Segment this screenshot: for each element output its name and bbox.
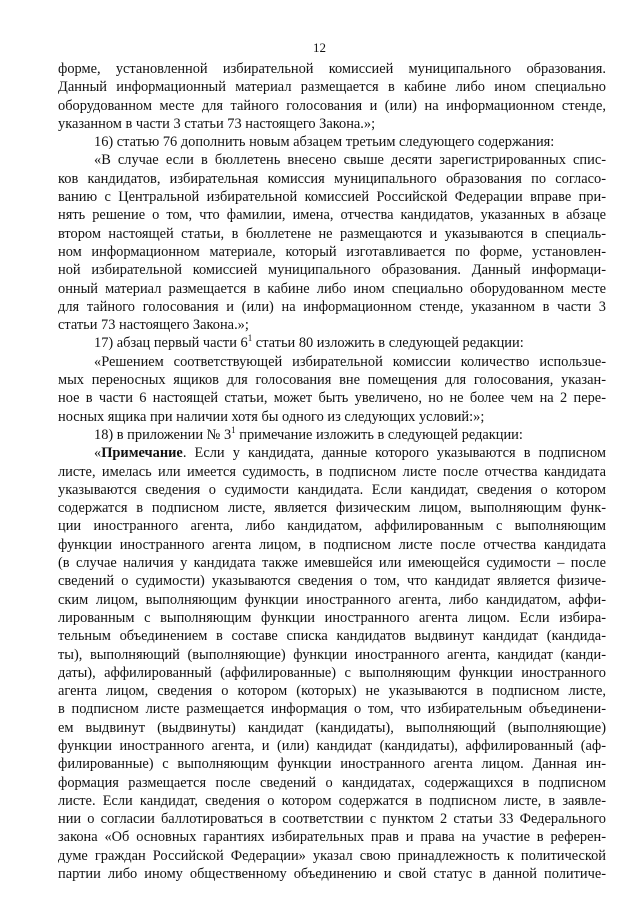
text-line: сведений о судимости) указываются сведения о том, что кандидат является физиче- bbox=[58, 573, 606, 590]
text-line: закона «Об основных гарантиях избирательных прав и права на участие в референ- bbox=[58, 829, 606, 846]
text-line: думе граждан Российской Федерации» указал свою принадлежность к политической bbox=[58, 847, 606, 864]
text-line: для тайного голосования и (или) на информационном стенде, указанном в части 3 bbox=[58, 298, 606, 315]
text-line: лированным с выполняющим функции иностранного агента лицом. Если избира- bbox=[58, 609, 606, 626]
item-16-heading: 16) статью 76 дополнить новым абзацем третьим следующего содержания: bbox=[94, 134, 555, 151]
text-line: нять решение о том, что фамилии, имена, отчества кандидатов, указанных в абзаце bbox=[58, 207, 606, 224]
text-line: ной избирательной комиссией муниципального образования. Данный информаци- bbox=[58, 262, 606, 279]
text-line: содержатся в подписном листе, является физическим лицом, выполняющим функ- bbox=[58, 500, 606, 517]
text-line: оборудованном месте для тайного голосования и (или) на информационном стенде, bbox=[58, 97, 606, 114]
item-17-text-end: статьи 80 изложить в следующей редакции: bbox=[252, 335, 524, 352]
note-text: . Если у кандидата, данные которого указываются в подписном bbox=[182, 445, 606, 462]
text-line: в подписном листе размещается информация о том, что избирательным объединени- bbox=[58, 701, 606, 718]
text-line: ты), выполняющий (выполняющие) функции иностранного агента, кандидат (канди- bbox=[58, 646, 606, 663]
text-line: указанном в части 3 статьи 73 настоящего Закона.»; bbox=[58, 115, 376, 132]
text-line: ванию с Центральной избирательной комиссией Российской Федерации вправе при- bbox=[58, 189, 606, 206]
open-quote: « bbox=[94, 445, 102, 462]
text-line: статьи 73 настоящего Закона.»; bbox=[58, 317, 249, 334]
text-line: втором настоящей статьи, в бюллетене не размещаются и указываются в специаль- bbox=[58, 225, 606, 242]
text-line: онный материал размещается в кабине либо ином специально оборудованном месте bbox=[58, 280, 606, 297]
text-line: ном информационном материале, который изготавливается по форме, установлен- bbox=[58, 243, 606, 260]
note-label: Примечание bbox=[101, 445, 183, 462]
text-line: ем выдвинут (выдвинуты) кандидат (кандидаты), выполняющий (выполняющие) bbox=[58, 719, 606, 736]
text-line: «В случае если в бюллетень внесено свыше десяти зарегистрированных спис- bbox=[94, 152, 606, 169]
superscript-mark: 1 bbox=[247, 333, 253, 344]
text-line: Данный информационный материал размещается в кабине либо ином специально bbox=[58, 79, 606, 96]
text-line: «Решением соответствующей избирательной комиссии количество использue- bbox=[94, 353, 606, 370]
item-17-text: 17) абзац первый части 6 bbox=[94, 335, 248, 352]
item-18-text-end: примечание изложить в следующей редакции: bbox=[235, 426, 523, 443]
note-first-line bbox=[58, 444, 606, 462]
item-18-heading bbox=[58, 426, 606, 444]
text-line: мых переносных ящиков для голосования вне помещения для голосования, указан- bbox=[58, 372, 606, 389]
text-line: функции иностранного агента лицом, в подписном листе после отчества кандидата bbox=[58, 536, 606, 553]
text-line: партии либо иному общественному объединению и свой статус в данной политиче- bbox=[58, 866, 606, 883]
text-line: (в случае наличия у кандидата также имевшейся или имеющейся судимости – после bbox=[58, 555, 606, 572]
text-line: агента лицом, сведения о котором (которых) не указываются в подписном листе, bbox=[58, 683, 606, 700]
text-line: филированные) с выполняющим функции иностранного агента лицом. Данная ин- bbox=[58, 756, 606, 773]
superscript-mark: 1 bbox=[231, 424, 236, 435]
text-line: тельным объединением в составе списка кандидатов выдвинут кандидат (кандида- bbox=[58, 628, 606, 645]
text-line: даты), аффилированный (аффилированные) с выполняющим функции иностранного bbox=[58, 664, 606, 681]
text-line: ским лицом, выполняющим функции иностранного агента, либо кандидатом, аффи- bbox=[58, 591, 606, 608]
text-line: формация размещается после сведений о кандидатах, содержащихся в подписном bbox=[58, 774, 606, 791]
item-18-text: 18) в приложении № 3 bbox=[94, 426, 232, 443]
text-line: носных ящика при наличии хотя бы одного из следующих условий:»; bbox=[58, 408, 485, 425]
page-number: 12 bbox=[313, 40, 326, 55]
document-body bbox=[58, 60, 606, 883]
text-line: указываются сведения о судимости кандидата. Если кандидат, сведения о котором bbox=[58, 481, 606, 498]
text-line: ции иностранного агента, либо кандидатом, аффилированным с выполняющим bbox=[58, 518, 606, 535]
text-line: функции иностранного агента, и (или) кандидат (кандидаты), аффилированный (аф- bbox=[58, 737, 606, 754]
text-line: листе, имелась или имеется судимость, в подписном листе после отчества кандидата bbox=[58, 463, 606, 480]
text-line: ков кандидатов, избирательная комиссия муниципального образования по согласо- bbox=[58, 170, 606, 187]
item-17-heading bbox=[58, 334, 606, 352]
text-line: нии о согласии баллотироваться в соответствии с пунктом 2 статьи 33 Федерального bbox=[58, 811, 606, 828]
text-line: форме, установленной избирательной комиссией муниципального образования. bbox=[58, 61, 606, 77]
text-line: ное в части 6 настоящей статьи, может быть увеличено, но не более чем на 2 пере- bbox=[58, 390, 606, 407]
text-line: листе. Если кандидат, сведения о котором содержатся в подписном листе, в заявле- bbox=[58, 792, 606, 809]
